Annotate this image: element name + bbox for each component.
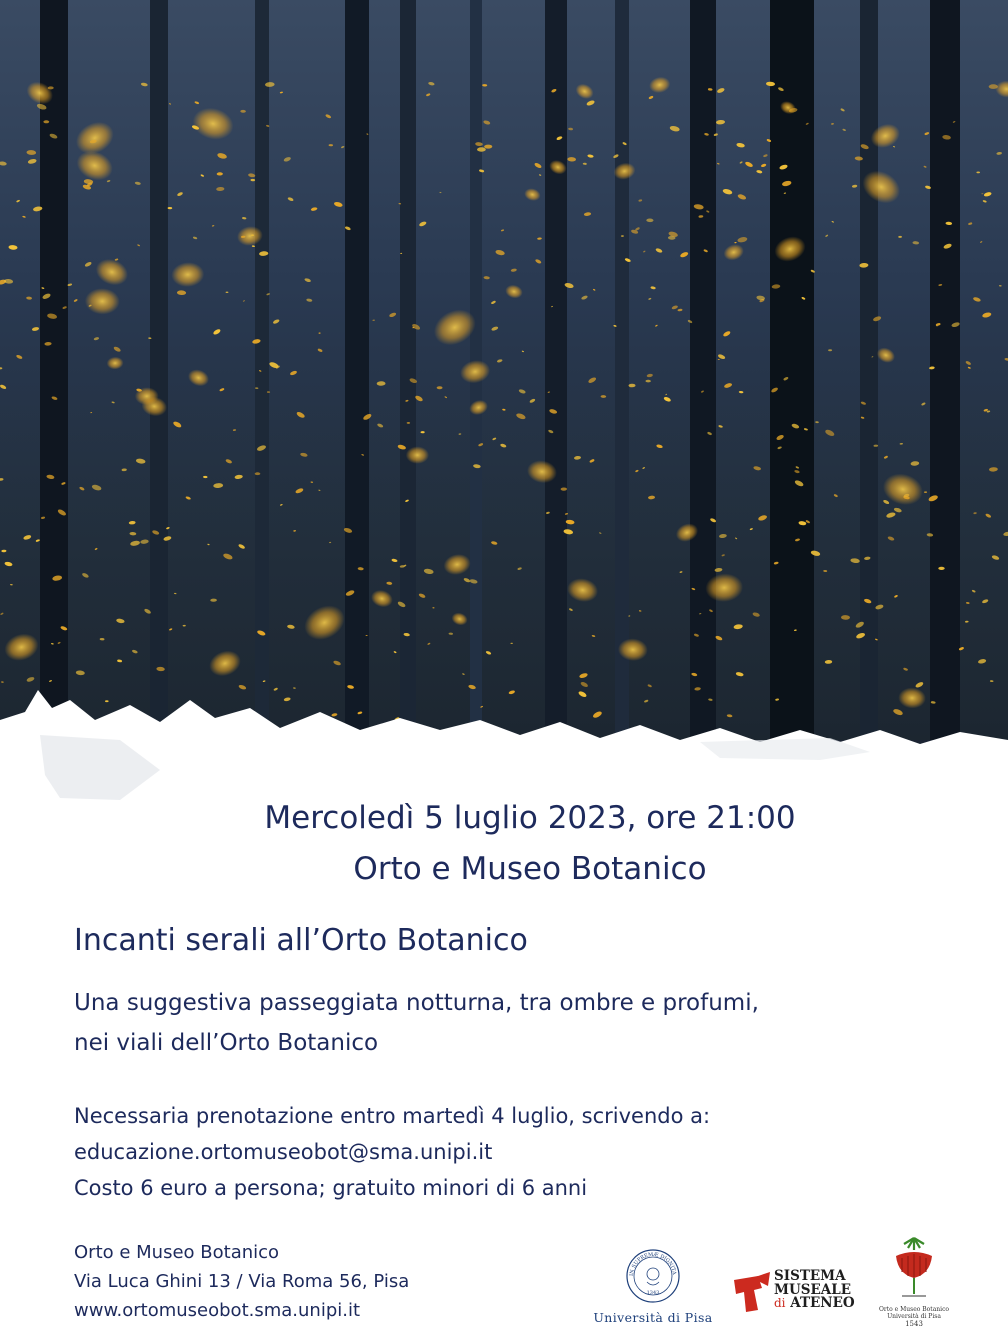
unipi-caption: Università di Pisa (593, 1310, 713, 1325)
sma-line1: SISTEMA (774, 1268, 846, 1284)
booking-info (74, 1098, 974, 1206)
event-description (74, 983, 934, 1063)
bamboo-trunk (690, 0, 716, 740)
bamboo-trunk (930, 0, 960, 740)
sma-line2: MUSEALE (774, 1281, 852, 1298)
svg-text:IN SUPREMÆ DIGNITATIS: IN SUPREMÆ DIGNITA (628, 1251, 677, 1277)
firefly (989, 84, 998, 89)
bamboo-trunk (345, 0, 369, 740)
firefly (105, 700, 109, 702)
bamboo-trunk (545, 0, 567, 740)
booking-email-link[interactable]: educazione.ortomuseobot@sma.unipi.it (74, 1140, 493, 1164)
bamboo-trunk (400, 0, 416, 740)
orto-caption-line1: Orto e Museo Botanico (878, 1306, 950, 1313)
firefly (437, 386, 443, 389)
firefly (255, 472, 261, 475)
firefly (938, 567, 944, 570)
contact-website-link[interactable]: www.ortomuseobot.sma.unipi.it (74, 1300, 361, 1321)
sma-tower-icon (732, 1270, 772, 1314)
event-venue: Orto e Museo Botanico (353, 851, 707, 887)
contact-address: Via Luca Ghini 13 / Via Roma 56, Pisa (74, 1271, 410, 1292)
sma-line3-prefix: di (774, 1296, 786, 1310)
event-date-time: Mercoledì 5 luglio 2023, ore 21:00 (264, 800, 796, 836)
description-line: Una suggestiva passeggiata notturna, tra ombre e profumi, (74, 990, 759, 1016)
bamboo-trunk (150, 0, 168, 740)
event-title: Incanti serali all’Orto Botanico (74, 923, 528, 958)
bamboo-trunk (255, 0, 269, 740)
firefly (43, 120, 49, 123)
logo-bar (0, 1230, 1008, 1344)
firefly (226, 292, 229, 293)
contact-name: Orto e Museo Botanico (74, 1242, 280, 1263)
bamboo-trunk (615, 0, 629, 740)
orto-caption-line2: Università di Pisa (887, 1313, 941, 1320)
sma-line3: ATENEO (790, 1295, 855, 1311)
orto-founding-year: 1543 (905, 1320, 923, 1328)
bamboo-trunk (860, 0, 878, 740)
firefly (477, 147, 486, 151)
svg-text:1343: 1343 (646, 1290, 660, 1296)
booking-cost: Costo 6 euro a persona; gratuito minori di 6 anni (74, 1176, 588, 1200)
booking-deadline: Necessaria prenotazione entro martedì 4 luglio, scrivendo a: (74, 1104, 711, 1128)
orto-botanico-logo (872, 1234, 956, 1328)
description-line: nei viali dell’Orto Botanico (74, 1030, 379, 1056)
sma-logo (732, 1270, 872, 1316)
firefly (406, 446, 429, 463)
unipi-logo (588, 1248, 718, 1325)
flower-icon (886, 1234, 942, 1302)
unipi-seal-icon (625, 1248, 681, 1304)
